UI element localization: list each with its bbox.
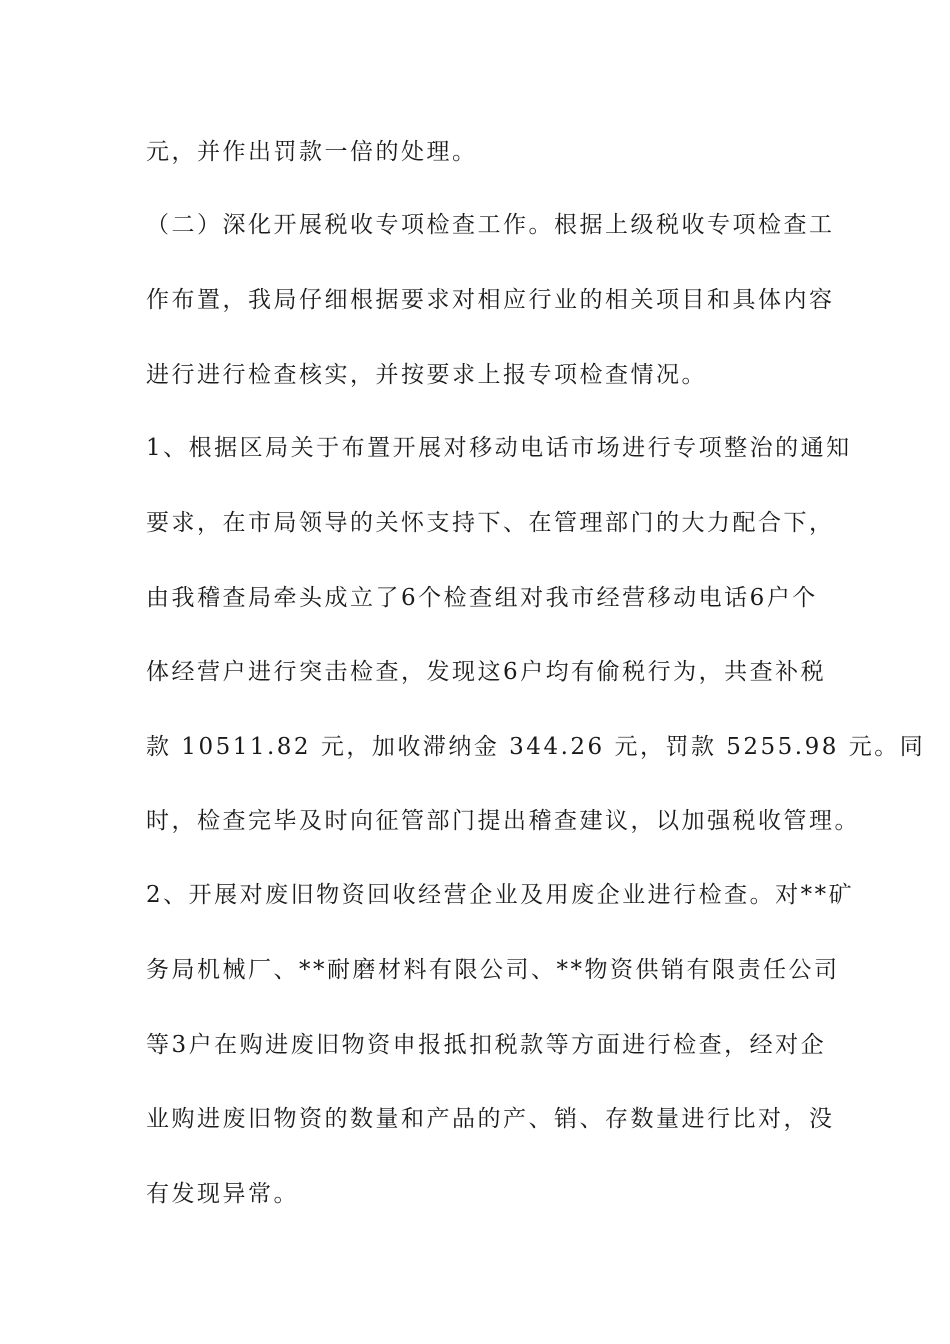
text-line: 作布置，我局仔细根据要求对相应行业的相关项目和具体内容 <box>146 287 835 313</box>
text-line: 元，并作出罚款一倍的处理。 <box>146 139 478 165</box>
text-line: 1、根据区局关于布置开展对移动电话市场进行专项整治的通知 <box>146 435 852 461</box>
text-line: 2、开展对废旧物资回收经营企业及用废企业进行检查。对**矿 <box>146 882 855 908</box>
text-line: （二）深化开展税收专项检查工作。根据上级税收专项检查工 <box>146 212 835 238</box>
text-line: 款 10511.82 元，加收滞纳金 344.26 元，罚款 5255.98 元。同 <box>146 734 926 760</box>
text-line: 有发现异常。 <box>146 1181 299 1207</box>
text-line: 由我稽查局牵头成立了6个检查组对我市经营移动电话6户个 <box>146 585 818 611</box>
text-line: 务局机械厂、**耐磨材料有限公司、**物资供销有限责任公司 <box>146 957 840 983</box>
text-line: 体经营户进行突击检查，发现这6户均有偷税行为，共查补税 <box>146 659 827 685</box>
text-line: 进行进行检查核实，并按要求上报专项检查情况。 <box>146 362 707 388</box>
text-line: 要求，在市局领导的关怀支持下、在管理部门的大力配合下， <box>146 510 835 536</box>
text-line: 等3户在购进废旧物资申报抵扣税款等方面进行检查，经对企 <box>146 1032 827 1058</box>
text-line: 业购进废旧物资的数量和产品的产、销、存数量进行比对，没 <box>146 1106 835 1132</box>
text-line: 时，检查完毕及时向征管部门提出稽查建议，以加强税收管理。 <box>146 808 860 834</box>
